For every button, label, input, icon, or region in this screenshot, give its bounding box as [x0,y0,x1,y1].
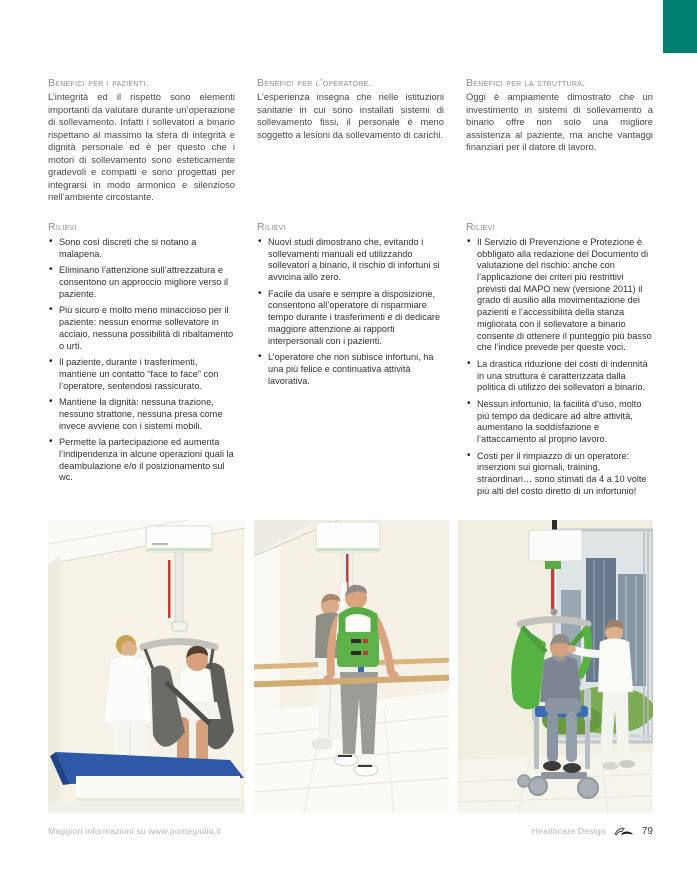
rilievi-list-item: • Sono così discreti che si notano a malapena. [48,237,235,260]
benefits-column-patients [48,77,235,204]
rilievi-list-item: • Più sicuro e molto meno minaccioso per il paziente: nessun enorme sollevatore in acciaio, nessuna possibilità di ribaltamento o urti. [48,305,235,352]
ceiling-lift-unit [146,526,212,552]
benefits-operator-title: Benefici per l’operatore. [257,77,372,89]
benefits-facility-body: Oggi è ampiamente dimostrato che un investimento in sistemi di sollevamento a binario offre non solo una migliore assistenza al paziente, ma anche vantaggi finanziari per il datore di lavoro. [466,91,653,152]
ceiling-lift-unit [316,522,380,552]
rilievi-list-item: • L’operatore che non subisce infortuni, ha una più felice e continuativa attività lavorativa. [257,352,444,387]
rilievi-list-item: • Mantiene la dignità: nessuna trazione, nessuno strattone, nessuna presa come invece avviene con i sistemi mobili. [48,397,235,432]
photos-section [48,520,653,813]
photo-ceiling-lift-seated-transfer [48,520,245,813]
benefits-section [48,77,653,204]
rilievi-list-item: • Il paziente, durante i trasferimenti, mantiene un contatto “face to face” con l’operatore, sentendosi rassicurato. [48,357,235,392]
photo-sling-transfer-to-chair [458,520,653,813]
rilievi-column-operator [257,221,444,502]
footer-right-group [532,826,653,837]
benefits-patients-title: Benefici per i pazienti. [48,77,149,89]
footer-website-link[interactable]: Maggiori informazioni su www.pontegiulio.it [48,826,221,836]
rilievi-list-item: • Facile da usare e sempre a disposizione, consentono all’operatore di risparmiare tempo durante i trasferimenti e di dedicare maggiore attenzione ai rapporti interpersonali con i pazienti. [257,289,444,347]
rilievi-list-item: • Permette la partecipazione ed aumenta l’indipendenza in alcune operazioni quali la deambulazione e/o il posizionamento sul wc. [48,437,235,484]
lift-pole [175,552,183,624]
rilievi-list-item: • Costi per il rimpiazzo di un operatore: inserzioni sui giornali, training, straordinari… sono stimati da 4 a 10 volte più alti del costo diretto di un infortunio! [466,451,653,498]
rilievi-list-item: • Eliminano l’attenzione sull’attrezzatura e consentono un approccio migliore verso il paziente. [48,265,235,300]
rilievi-column-patients [48,221,235,502]
photo-3-illustration [458,520,653,813]
photo-walking-harness-parallel-bars [254,520,449,813]
teal-corner-block [663,0,697,53]
benefits-patients-body: L’integrità ed il rispetto sono elementi importanti da valutare durante un’operazione di sollevamento. Infatti i sollevatori a binario rispettano al massimo la sfera di integrità e dignità personale ed è per questo che i motori di sollevamento sono esteticamente gradevoli e compatti e sono progettati per integrarsi in modo armonico e silenzioso nell’ambiente circostante. [48,91,235,202]
benefits-column-facility [466,77,653,204]
blue-mat-bench [50,752,244,803]
page-number: 79 [641,825,653,837]
rilievi-section [48,221,653,502]
rilievi-patients-title: Rilievi [48,221,77,233]
rilievi-patients-list [48,237,235,484]
footer-brand-label: Healthcare Design [531,826,606,836]
rilievi-list-item: • Nuovi studi dimostrano che, evitando i sollevamenti manuali ed utilizzando sollevatori a binario, il rischio di infortuni si avvicina allo zero. [257,237,444,284]
rilievi-operator-title: Rilievi [257,221,286,233]
photo-2-illustration [254,520,449,813]
rilievi-list-item: • La drastica riduzione dei costi di indennità in una struttura è caratterizzata dalla politica di utilizzo dei sollevatori a binario. [466,359,653,394]
rilievi-column-facility [466,221,653,502]
healthcare-design-logo-icon [613,826,635,837]
rilievi-list-item: • Nessun infortunio, la facilità d’uso, molto più tempo da dedicare ad altre attività, aumentano la soddisfazione e l’attaccamento al proprio lavoro. [466,399,653,446]
rilievi-list-item: • Il Servizio di Prevenzione e Protezione è obbligato alla redazione del Documento di valutazione del rischio: anche con l’applicazione dei criteri più restrittivi previsti dal MAPO new (versione 2011) il grado di ausilio alla movimentazione dei pazienti e l’accessibilità della stanza migliorata con il sollevatore a binario consente di ottenere il punteggio più basso che l’indice prevede per queste voci. [466,237,653,354]
page-footer [48,823,653,839]
red-strap [168,560,171,618]
rilievi-facility-title: Rilievi [466,221,495,233]
photo-1-illustration [48,520,245,813]
benefits-column-operator [257,77,444,204]
rilievi-operator-list [257,237,444,387]
benefits-facility-title: Benefici per la struttura. [466,77,586,89]
benefits-operator-body: L’esperienza insegna che nelle istituzioni sanitarie in cui sono installati sistemi di sollevamento fissi, il personale è meno soggetto a lesioni da sollevamento di carichi. [257,91,444,140]
rilievi-facility-list [466,237,653,497]
